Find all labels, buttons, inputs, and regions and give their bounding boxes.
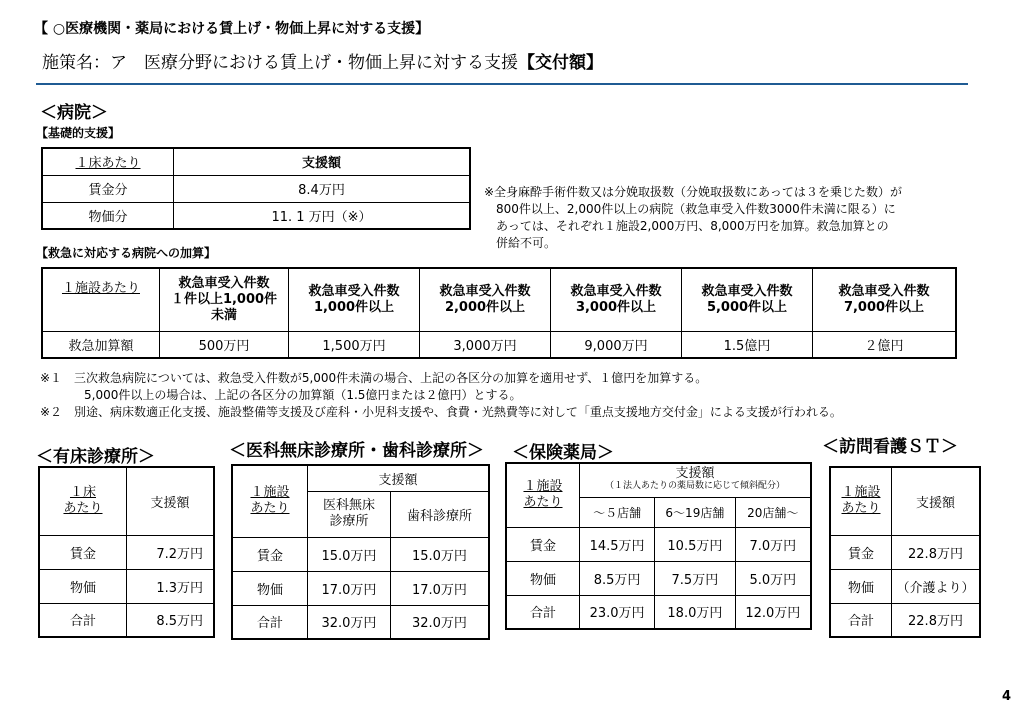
clinic-bed-heading: ＜有床診療所＞ [36, 447, 155, 467]
emergency-value: 1,500万円 [289, 331, 420, 358]
clinic-nobed-table [231, 464, 490, 640]
hospital-note [484, 184, 984, 252]
hospital-footnotes [40, 370, 1000, 421]
row-value: 32.0万円 [308, 605, 391, 639]
nursing-col-unit: １施設 あたり [830, 467, 892, 535]
row-value: （介護より） [892, 569, 981, 603]
row-value: 17.0万円 [390, 571, 489, 605]
emergency-col-unit: １施設あたり [42, 268, 160, 331]
row-label: 物価 [830, 569, 892, 603]
row-label: 合計 [830, 603, 892, 637]
table-row [506, 561, 811, 595]
pharmacy-table [505, 462, 812, 630]
row-value: 18.0万円 [655, 595, 735, 629]
row-value: 14.5万円 [580, 527, 655, 561]
row-label: 物価 [232, 571, 308, 605]
table-row [39, 569, 214, 603]
row-value: 10.5万円 [655, 527, 735, 561]
row-label: 合計 [232, 605, 308, 639]
row-value: 1.3万円 [127, 569, 215, 603]
table-row [830, 603, 980, 637]
clinic-bed-col-unit: １床 あたり [39, 467, 127, 535]
basic-support-table [41, 147, 471, 230]
emergency-value: 3,000万円 [420, 331, 551, 358]
row-label: 賃金 [830, 535, 892, 569]
row-value: 12.0万円 [735, 595, 811, 629]
emergency-row-label: 救急加算額 [42, 331, 160, 358]
row-value: 23.0万円 [580, 595, 655, 629]
emergency-col-header: 救急車受入件数 1,000件以上 [289, 268, 420, 331]
nursing-heading: ＜訪問看護ＳＴ＞ [822, 437, 958, 457]
emergency-value: ２億円 [813, 331, 957, 358]
page-title [42, 48, 603, 73]
clinic-nobed-sub-header: 歯科診療所 [390, 491, 489, 537]
pharmacy-col-amount: 支援額 （１法人あたりの薬局数に応じて傾斜配分） [580, 463, 812, 497]
clinic-nobed-col-amount: 支援額 [308, 465, 490, 491]
clinic-nobed-sub-header: 医科無床 診療所 [308, 491, 391, 537]
row-value: 8.5万円 [580, 561, 655, 595]
row-value: 22.8万円 [892, 603, 981, 637]
row-value: 15.0万円 [308, 537, 391, 571]
table-row [42, 331, 956, 358]
footnote-line: ※２ 別途、病床数適正化支援、施設整備等支援及び産科・小児科支援や、食費・光熱費等に対して「重点支援地方交付金」による支援が行われる。 [40, 405, 842, 419]
nursing-table [829, 466, 981, 638]
pharmacy-col-unit: １施設 あたり [506, 463, 580, 527]
emergency-value: 500万円 [160, 331, 289, 358]
table-row [830, 535, 980, 569]
note-line: 800件以上、2,000件以上の病院（救急車受入件数3000件未満に限る）に [496, 202, 896, 216]
footnote-line: ※１ 三次救急病院については、救急受入件数が5,000件未満の場合、上記の各区分の加算を適用せず、１億円を加算する。 [40, 371, 708, 385]
pharmacy-sub-header: ～５店舗 [580, 497, 655, 527]
pharmacy-sub-header: 6～19店舗 [655, 497, 735, 527]
row-label: 賃金 [39, 535, 127, 569]
clinic-bed-col-amount: 支援額 [127, 467, 215, 535]
row-label: 賃金 [232, 537, 308, 571]
row-value: 22.8万円 [892, 535, 981, 569]
row-value: 7.2万円 [127, 535, 215, 569]
title-bold: 【交付額】 [518, 53, 603, 73]
emergency-col-header: 救急車受入件数 2,000件以上 [420, 268, 551, 331]
page-number: 4 [1001, 689, 1011, 704]
pharmacy-sub-header: 20店舗～ [735, 497, 811, 527]
pharmacy-heading: ＜保険薬局＞ [512, 443, 614, 463]
table-row [42, 202, 470, 229]
title-prefix: 施策名：ア 医療分野における賃上げ・物価上昇に対する支援 [42, 53, 518, 73]
section-label: 【 ○医療機関・薬局における賃上げ・物価上昇に対する支援】 [34, 21, 430, 37]
row-label: 賃金 [506, 527, 580, 561]
basic-row-label: 物価分 [42, 202, 174, 229]
basic-col-amount: 支援額 [174, 148, 471, 175]
table-row [39, 535, 214, 569]
hospital-heading: ＜病院＞ [40, 103, 108, 123]
table-row [232, 537, 489, 571]
emergency-value: 9,000万円 [551, 331, 682, 358]
row-value: 15.0万円 [390, 537, 489, 571]
table-row [232, 605, 489, 639]
basic-row-label: 賃金分 [42, 175, 174, 202]
pharmacy-amount-note: （１法人あたりの薬局数に応じて傾斜配分） [604, 481, 785, 492]
basic-support-label: 【基礎的支援】 [36, 126, 121, 140]
row-label: 合計 [506, 595, 580, 629]
footnote-line: 5,000件以上の場合は、上記の各区分の加算額（1.5億円または２億円）とする。 [84, 388, 522, 402]
table-row [42, 175, 470, 202]
emergency-col-header: 救急車受入件数 7,000件以上 [813, 268, 957, 331]
title-divider [36, 83, 968, 85]
row-label: 物価 [39, 569, 127, 603]
basic-col-unit: １床あたり [42, 148, 174, 175]
nursing-col-amount: 支援額 [892, 467, 981, 535]
row-value: 8.5万円 [127, 603, 215, 637]
table-row [232, 571, 489, 605]
emergency-col-header: 救急車受入件数 １件以上1,000件 未満 [160, 268, 289, 331]
table-row [830, 569, 980, 603]
table-row [39, 603, 214, 637]
table-row [506, 527, 811, 561]
note-line: ※全身麻酔手術件数又は分娩取扱数（分娩取扱数にあっては３を乗じた数）が [484, 185, 902, 199]
emergency-value: 1.5億円 [682, 331, 813, 358]
clinic-nobed-heading: ＜医科無床診療所・歯科診療所＞ [229, 441, 484, 461]
row-label: 物価 [506, 561, 580, 595]
row-value: 7.0万円 [735, 527, 811, 561]
row-value: 32.0万円 [390, 605, 489, 639]
row-value: 7.5万円 [655, 561, 735, 595]
clinic-bed-table [38, 466, 215, 638]
row-value: 5.0万円 [735, 561, 811, 595]
row-value: 17.0万円 [308, 571, 391, 605]
emergency-label: 【救急に対応する病院への加算】 [36, 246, 217, 260]
clinic-nobed-col-unit: １施設 あたり [232, 465, 308, 537]
emergency-table [41, 267, 957, 359]
basic-row-value: 11. 1 万円（※） [174, 202, 471, 229]
basic-row-value: 8.4万円 [174, 175, 471, 202]
note-line: 併給不可。 [496, 236, 557, 250]
emergency-col-header: 救急車受入件数 3,000件以上 [551, 268, 682, 331]
emergency-col-header: 救急車受入件数 5,000件以上 [682, 268, 813, 331]
row-label: 合計 [39, 603, 127, 637]
note-line: あっては、それぞれ１施設2,000万円、8,000万円を加算。救急加算との [496, 219, 889, 233]
table-row [506, 595, 811, 629]
